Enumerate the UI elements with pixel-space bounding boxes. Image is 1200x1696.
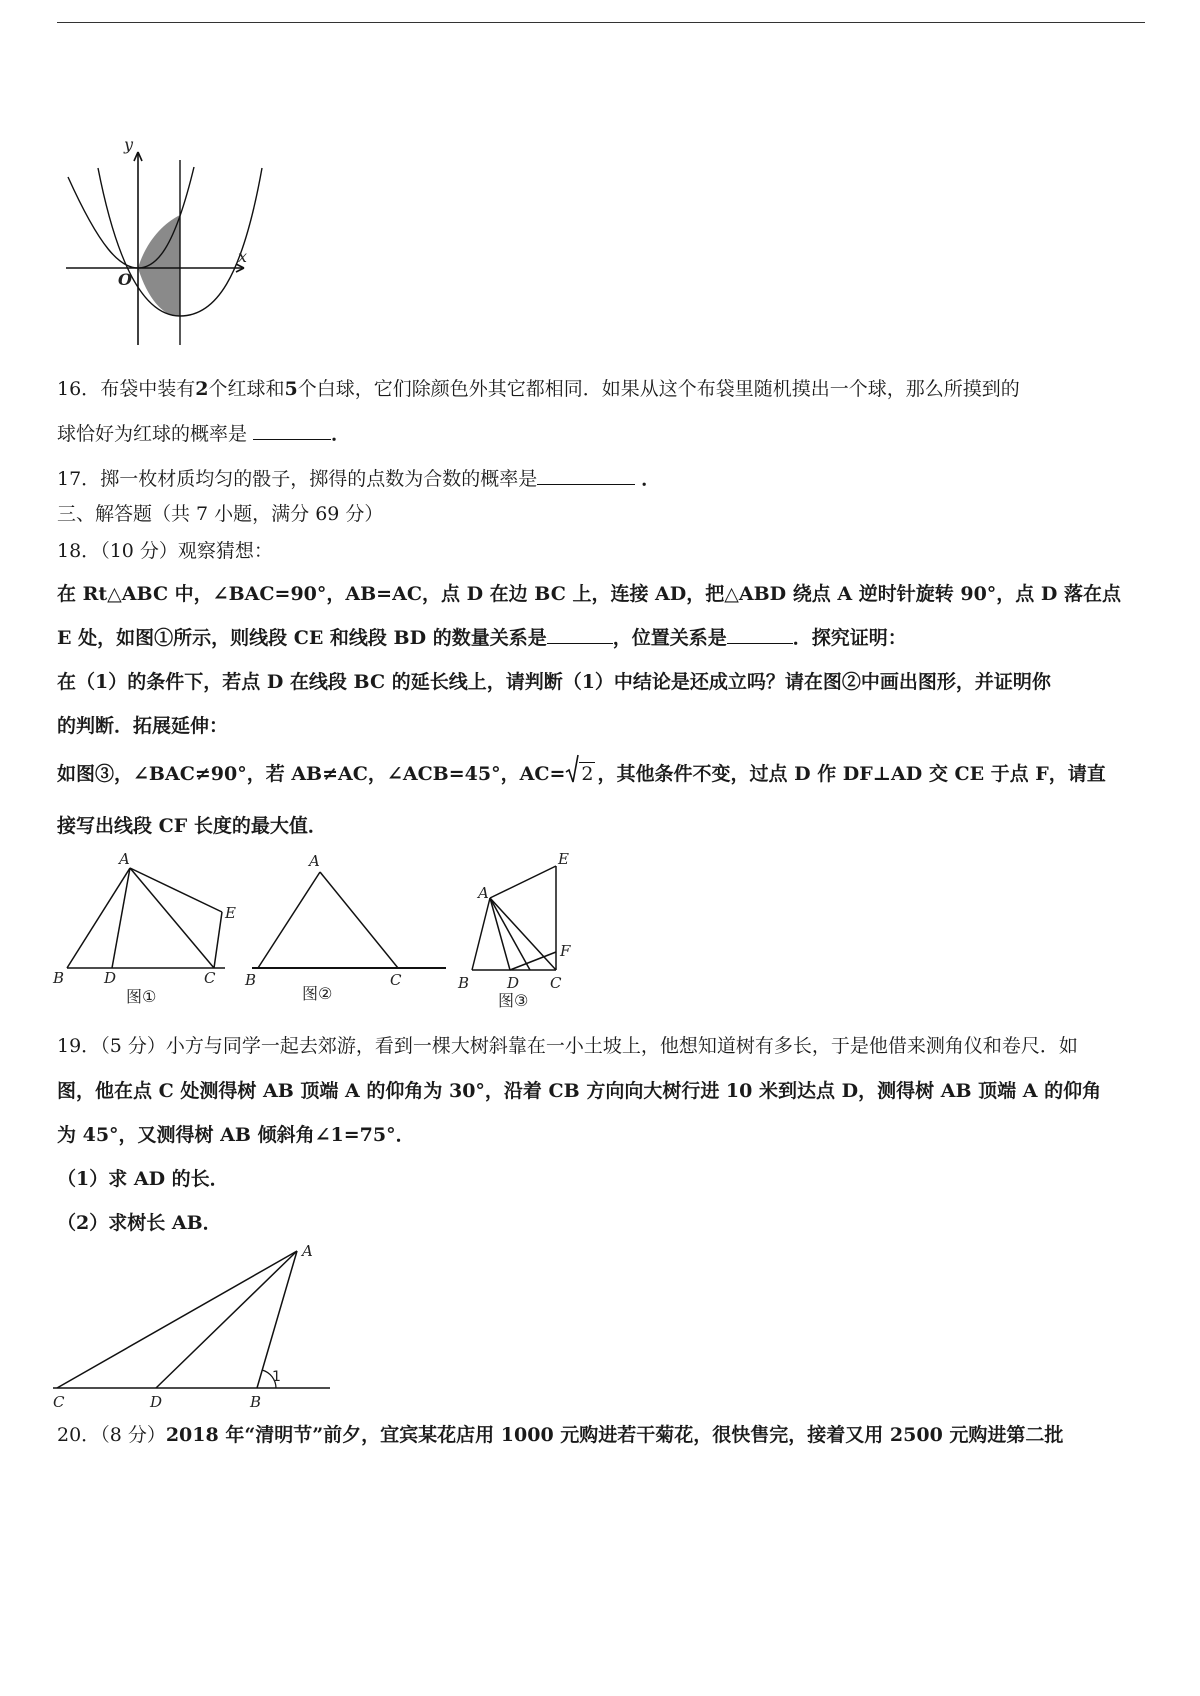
fig1-label-E: E xyxy=(225,904,236,922)
q18-line5: 如图③，∠BAC≠90°，若 AB≠AC，∠ACB=45°，AC= 2 ，其他条件不变，过点 D 作 DF⊥AD 交 CE 于点 F，请直 xyxy=(57,760,1145,788)
fig19-label-B: B xyxy=(250,1393,262,1411)
q19-figure xyxy=(50,1240,350,1415)
q17-answer-blank[interactable] xyxy=(537,466,635,485)
fig19-label-A: A xyxy=(302,1242,313,1260)
q18-line4: 的判断．拓展延伸： xyxy=(57,715,229,737)
fig1-label-D: D xyxy=(104,969,117,987)
q18-line1: 在 Rt△ABC 中，∠BAC=90°，AB=AC，点 D 在边 BC 上，连接 AD，把△ABD 绕点 A 逆时针旋转 90°，点 D 落在点 xyxy=(57,583,1122,605)
fig2-label-C: C xyxy=(390,971,402,989)
fig2-label-B: B xyxy=(245,971,257,989)
figure-3 xyxy=(457,850,571,1010)
fig3-label-D: D xyxy=(507,974,520,992)
fig2-caption: 图② xyxy=(302,984,333,1003)
fig1-caption: 图① xyxy=(126,987,157,1006)
q20-number: 20． xyxy=(57,1424,101,1446)
q16-line2: 球恰好为红球的概率是 ． xyxy=(57,423,351,445)
fig19-label-C: C xyxy=(53,1393,65,1411)
x-axis-label: x xyxy=(238,247,248,266)
q18-position-blank[interactable] xyxy=(727,625,793,644)
fig3-label-C: C xyxy=(550,974,562,992)
q16-answer-blank[interactable] xyxy=(253,421,331,440)
fig3-label-F: F xyxy=(560,942,571,960)
q19-number: 19． xyxy=(57,1035,101,1057)
q18-quantity-blank[interactable] xyxy=(547,625,613,644)
q16-line1: 16．布袋中装有2个红球和5个白球，它们除颜色外其它都相同．如果从这个布袋里随机摸出一个球，那么所摸到的 xyxy=(57,378,1020,400)
fig1-label-B: B xyxy=(53,969,65,987)
q17-line: 17．掷一枚材质均匀的骰子，掷得的点数为合数的概率是 ． xyxy=(57,468,661,490)
radical-sign-icon xyxy=(565,754,579,784)
fig3-caption: 图③ xyxy=(498,991,529,1010)
fig2-label-A: A xyxy=(309,852,320,870)
q18-line3: 在（1）的条件下，若点 D 在线段 BC 的延长线上，请判断（1）中结论是还成立吗？请在图②中画出图形，并证明你 xyxy=(57,671,1051,693)
q16-number: 16． xyxy=(57,378,101,400)
shaded-region xyxy=(138,215,180,316)
q18-line2: E 处，如图①所示，则线段 CE 和线段 BD 的数量关系是 ，位置关系是 ．探究证明： xyxy=(57,627,907,649)
fig1-label-C: C xyxy=(204,969,216,987)
q18-header: 18．（10 分）观察猜想： xyxy=(57,540,273,562)
q19-part1: （1）求 AD 的长． xyxy=(57,1168,229,1190)
sqrt-expression: 2 xyxy=(565,760,595,788)
parabola-figure xyxy=(60,135,280,355)
figure-2 xyxy=(244,852,446,1003)
y-axis-label: y xyxy=(124,135,134,154)
fig19-label-D: D xyxy=(150,1393,163,1411)
q18-number: 18． xyxy=(57,540,101,562)
section3-title: 三、解答题（共 7 小题，满分 69 分） xyxy=(57,503,384,525)
fig3-label-B: B xyxy=(458,974,470,992)
q17-number: 17． xyxy=(57,468,101,490)
q19-part2: （2）求树长 AB． xyxy=(57,1212,222,1234)
figure-1 xyxy=(52,850,236,1006)
q19-line3: 为 45°，又测得树 AB 倾斜角∠1=75°． xyxy=(57,1124,415,1146)
fig3-label-E: E xyxy=(558,850,569,868)
origin-label: O xyxy=(118,270,132,289)
q18-figures xyxy=(50,845,610,1015)
q19-line1: 19．（5 分）小方与同学一起去郊游，看到一棵大树斜靠在一小土坡上，他想知道树有多长，于是他借来测角仪和卷尺．如 xyxy=(57,1035,1078,1057)
fig19-angle-label: 1 xyxy=(272,1369,281,1385)
fig3-label-A: A xyxy=(478,884,489,902)
q19-line2: 图，他在点 C 处测得树 AB 顶端 A 的仰角为 30°，沿着 CB 方向向大树行进 10 米到达点 D，测得树 AB 顶端 A 的仰角 xyxy=(57,1080,1102,1102)
q18-line6: 接写出线段 CF 长度的最大值． xyxy=(57,815,327,837)
q20-line1: 20．（8 分）2018 年“清明节”前夕，宜宾某花店用 1000 元购进若干菊花，很快售完，接着又用 2500 元购进第二批 xyxy=(57,1424,1064,1446)
header-rule xyxy=(57,22,1145,23)
fig1-label-A: A xyxy=(119,850,130,868)
